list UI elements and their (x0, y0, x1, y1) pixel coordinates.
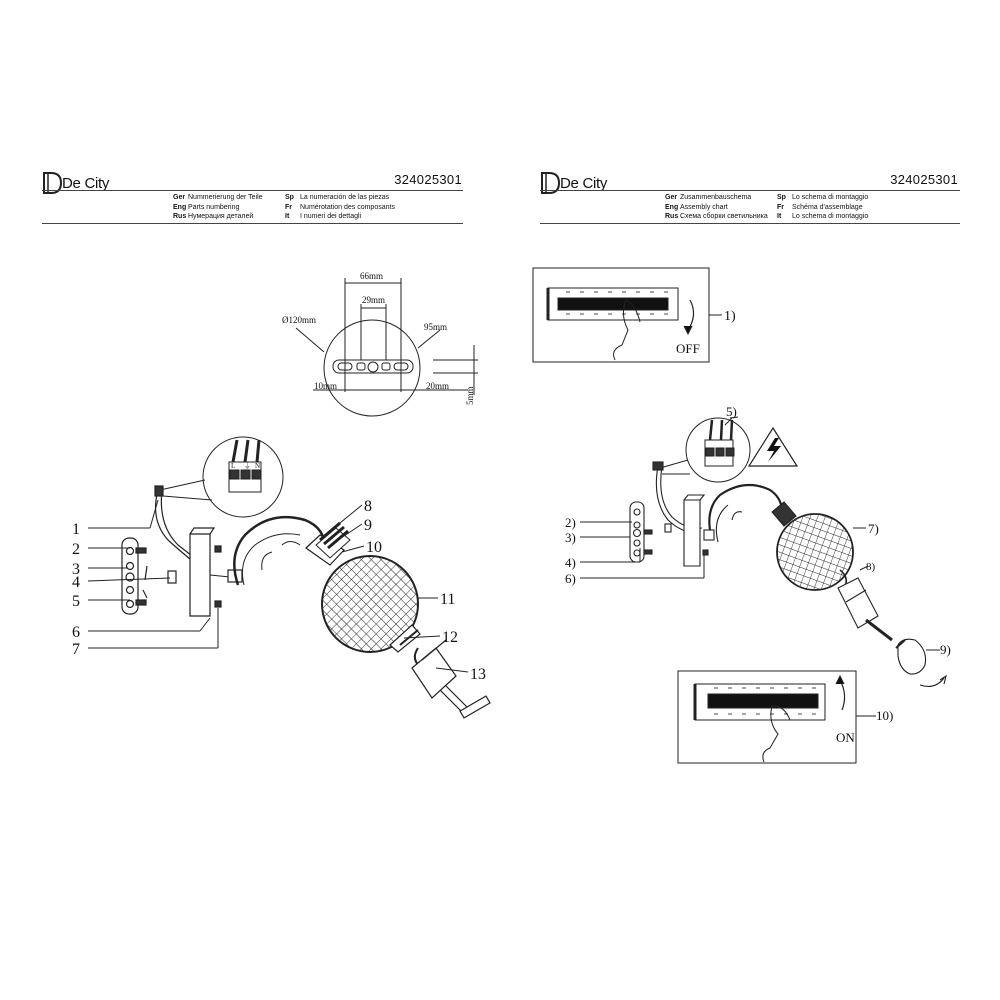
part-3: 3 (72, 561, 80, 578)
step-3: 3) (565, 530, 576, 545)
legend-row: Ger Zusammenbauschema (665, 194, 752, 201)
step-8: 8) (866, 561, 876, 573)
step-2: 2) (565, 515, 576, 530)
dim-29: 29mm (362, 295, 386, 305)
part-4: 4 (72, 574, 80, 591)
legend-row: Ger Nummerierung der Teile (173, 194, 263, 201)
step-labels-a (676, 309, 736, 356)
legend-row: Eng Parts numbering (173, 203, 240, 211)
switch-on-box (678, 671, 876, 763)
part-1: 1 (72, 521, 80, 538)
assembly-bracket (630, 462, 782, 566)
part-2: 2 (72, 541, 80, 558)
part-9: 9 (364, 517, 372, 534)
switch-on-label: ON (836, 730, 855, 745)
step-7: 7) (868, 521, 879, 536)
dim-95: 95mm (424, 322, 448, 332)
step-10: 10) (876, 708, 894, 723)
step-9: 9) (940, 642, 951, 657)
product-code: 324025301 (890, 172, 958, 187)
product-code: 324025301 (394, 172, 462, 187)
legend-row: Fr Schéma d'assemblage (777, 203, 863, 211)
step-4: 4) (565, 555, 576, 570)
brand-name: De City (62, 174, 110, 192)
assembly-terminal-detail (660, 418, 750, 482)
legend-row: Rus Схема сборки светильника (665, 213, 768, 220)
dimension-labels (282, 271, 475, 405)
brand-name: De City (560, 174, 608, 192)
warning-sign (749, 428, 797, 466)
part-6: 6 (72, 624, 80, 641)
mounting-plate-dimension-drawing (296, 278, 478, 416)
svg-text:L: L (231, 462, 236, 470)
dim-10: 10mm (314, 381, 338, 391)
legend-row: It I numeri dei dettagli (285, 213, 362, 220)
dim-20: 20mm (426, 381, 450, 391)
part-10: 10 (366, 539, 382, 556)
wall-bracket-assembly (122, 486, 325, 616)
svg-text:⏚: ⏚ (244, 462, 251, 470)
part-5: 5 (72, 593, 80, 610)
switch-off-label: OFF (676, 341, 700, 356)
svg-text:N: N (255, 462, 261, 470)
legend-row: Rus Нумерация деталей (173, 213, 254, 220)
part-7: 7 (72, 641, 80, 658)
terminal-block-detail (160, 437, 283, 517)
assembly-shade-and-bulb (772, 502, 946, 686)
legend-row: Fr Numérotation des composants (285, 203, 395, 211)
legend-row: Sp Lo schema di montaggio (777, 194, 869, 201)
part-12: 12 (442, 629, 458, 646)
lamp-socket-and-shade (306, 523, 490, 718)
dim-66: 66mm (360, 271, 384, 281)
part-8: 8 (364, 498, 372, 515)
step-6: 6) (565, 571, 576, 586)
dim-5: 5mm (465, 386, 475, 405)
legend-row: Sp La numeración de las piezas (285, 194, 390, 201)
legend-row: It Lo schema di montaggio (777, 213, 869, 220)
part-13: 13 (470, 666, 486, 683)
step-1: 1) (724, 309, 736, 324)
legend-row: Eng Assembly chart (665, 203, 728, 211)
dim-120: Ø120mm (282, 315, 317, 325)
step-5: 5) (726, 404, 737, 419)
part-11: 11 (440, 591, 456, 608)
